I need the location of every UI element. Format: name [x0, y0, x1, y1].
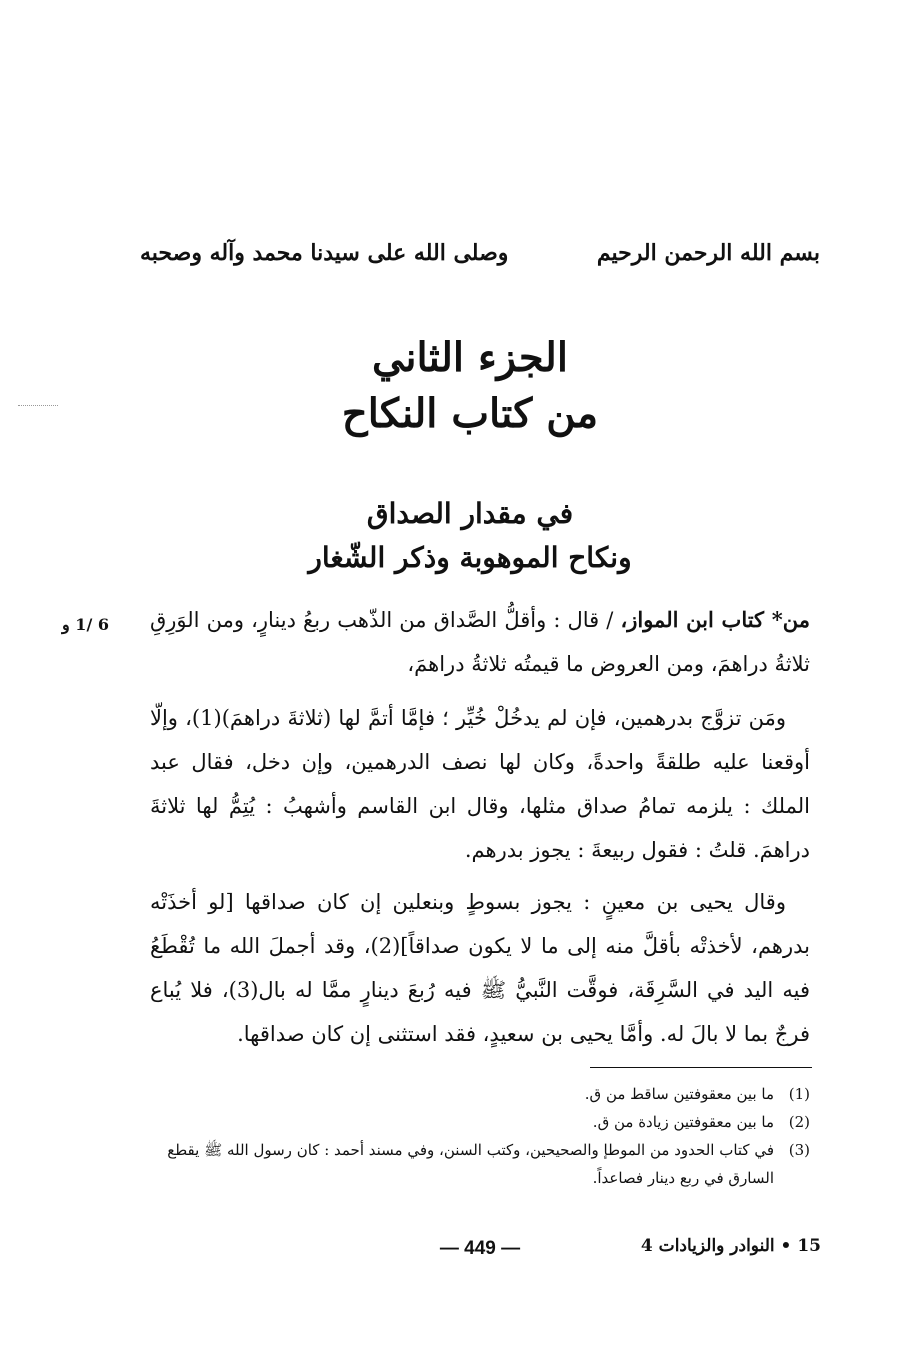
- salawat: وصلى الله على سيدنا محمد وآله وصحبه: [140, 240, 509, 266]
- footnote-rule: [590, 1067, 812, 1068]
- margin-folio-reference: 6 /1 و: [62, 615, 109, 634]
- footnote-2: [150, 1108, 810, 1136]
- footnote-number: (2): [788, 1113, 810, 1131]
- footnote-text: ما بين معقوفتين زيادة من ق.: [592, 1113, 774, 1131]
- scan-mark: [18, 405, 58, 406]
- part-title-line1: الجزء الثاني: [372, 334, 568, 381]
- footnote-1: [150, 1080, 810, 1108]
- footnote-3: [150, 1136, 810, 1192]
- section-title-line2: ونكاح الموهوبة وذكر الشّغار: [308, 541, 632, 574]
- basmala: بسم الله الرحمن الرحيم: [596, 240, 820, 266]
- signature-mark: 15 • النوادر والزيادات 4: [640, 1236, 821, 1256]
- section-title-line1: في مقدار الصداق: [366, 497, 574, 530]
- header-line: [140, 240, 820, 280]
- page-number: — 449 —: [439, 1238, 521, 1259]
- paragraph-1-lead: من*: [764, 607, 811, 632]
- footnote-text: في كتاب الحدود من الموطإ والصحيحين، وكتب السنن، وفي مسند أحمد : كان رسول الله ﷺ يقطع السارق في ربع دينار فصاعداً.: [167, 1141, 774, 1187]
- paragraph-1: [150, 598, 810, 686]
- paragraph-3: وقال يحيى بن معينٍ : يجوز بسوطٍ وبنعلين إن كان صداقها [لو أخذَتْه بدرهم، لأخذتْه بأقلَّ منه إلى ما لا يكون صداقاً](2)، وقد أجملَ الله ما تُقْطَعُ فيه اليد في السَّرِقَة، فوقَّت النَّبيُّ ﷺ فيه رُبعَ دينارٍ ممَّا له بال(3)، فلا يُباع فرجٌ بما لا بالَ له. وأمَّا يحيى بن سعيدٍ، فقد استثنى إن كان صداقها.: [150, 890, 811, 1046]
- footnote-number: (3): [788, 1141, 810, 1159]
- paragraph-1-source: كتاب ابن المواز،: [620, 607, 765, 632]
- paragraph-1-text: / قال : وأقلُّ الصَّداق من الذّهب ربعُ دينارٍ، ومن الوَرِقِ ثلاثةُ دراهمَ، ومن العروض ما قيمتُه ثلاثةُ دراهمَ،: [150, 608, 810, 676]
- part-title-line2: من كتاب النكاح: [341, 390, 599, 437]
- footnotes: [150, 1080, 810, 1192]
- footnote-number: (1): [788, 1085, 810, 1103]
- footnote-text: ما بين معقوفتين ساقط من ق.: [584, 1085, 774, 1103]
- paragraph-2: ومَن تزوَّج بدرهمين، فإن لم يدخُلْ خُيِّر ؛ فإمَّا أتمَّ لها (ثلاثةَ دراهمَ)(1)، وإلّا أوقعنا عليه طلقةً واحدةً، وكان لها نصف الدرهمين، وإن دخل، فقال عبد الملك : يلزمه تمامُ صداق مثلها، وقال ابن القاسم وأشهبُ : يُتِمُّ لها ثلاثةَ دراهمَ. قلتُ : فقول ربيعةَ : يجوز بدرهم.: [150, 706, 810, 862]
